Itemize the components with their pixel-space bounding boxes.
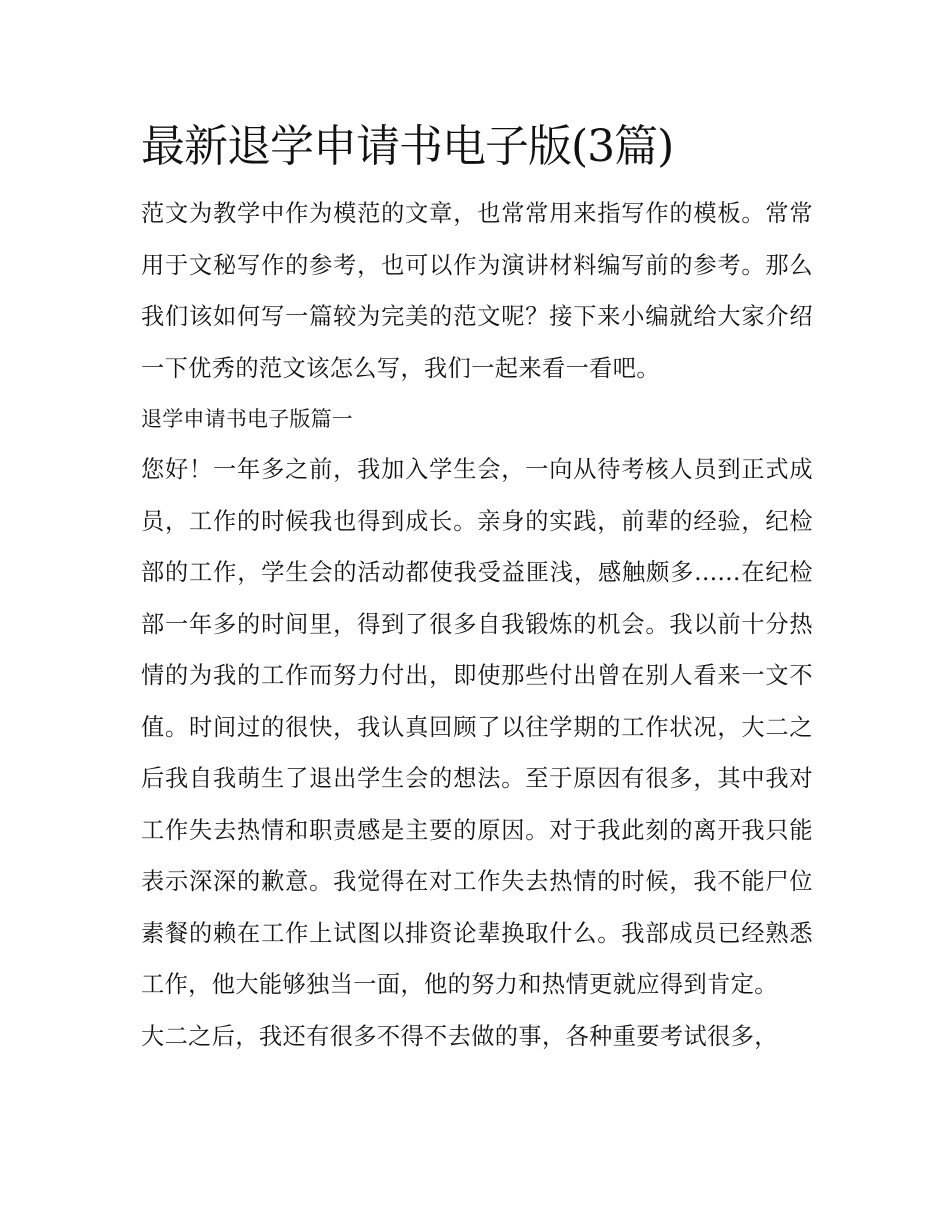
section-heading: 退学申请书电子版篇一 [141, 407, 353, 431]
body-paragraph-continued: 大二之后，我还有很多不得不去做的事，各种重要考试很多， [141, 1022, 778, 1050]
intro-paragraph: 范文为教学中作为模范的文章，也常常用来指写作的模板。常常用于文秘写作的参考，也可以作为演讲材料编写前的参考。那么我们该如何写一篇较为完美的范文呢？接下来小编就给大家介绍一下优秀的范文该怎么写，我们一起来看一看吧。 [141, 200, 813, 382]
page-title: 最新退学申请书电子版(3篇) [141, 121, 674, 172]
document-page [141, 110, 813, 1062]
body-paragraph: 您好！一年多之前，我加入学生会，一向从待考核人员到正式成员，工作的时候我也得到成长。亲身的实践，前辈的经验，纪检部的工作，学生会的活动都使我受益匪浅，感触颇多......在纪检部一年多的时间里，得到了很多自我锻炼的机会。我以前十分热情的为我的工作而努力付出，即使那些付出曾在别人看来一文不值。时间过的很快，我认真回顾了以往学期的工作状况，大二之后我自我萌生了退出学生会的想法。至于原因有很多，其中我对工作失去热情和职责感是主要的原因。对于我此刻的离开我只能表示深深的歉意。我觉得在对工作失去热情的时候，我不能尸位素餐的赖在工作上试图以排资论辈换取什么。我部成员已经熟悉工作，他大能够独当一面，他的努力和热情更就应得到肯定。 [141, 456, 813, 998]
